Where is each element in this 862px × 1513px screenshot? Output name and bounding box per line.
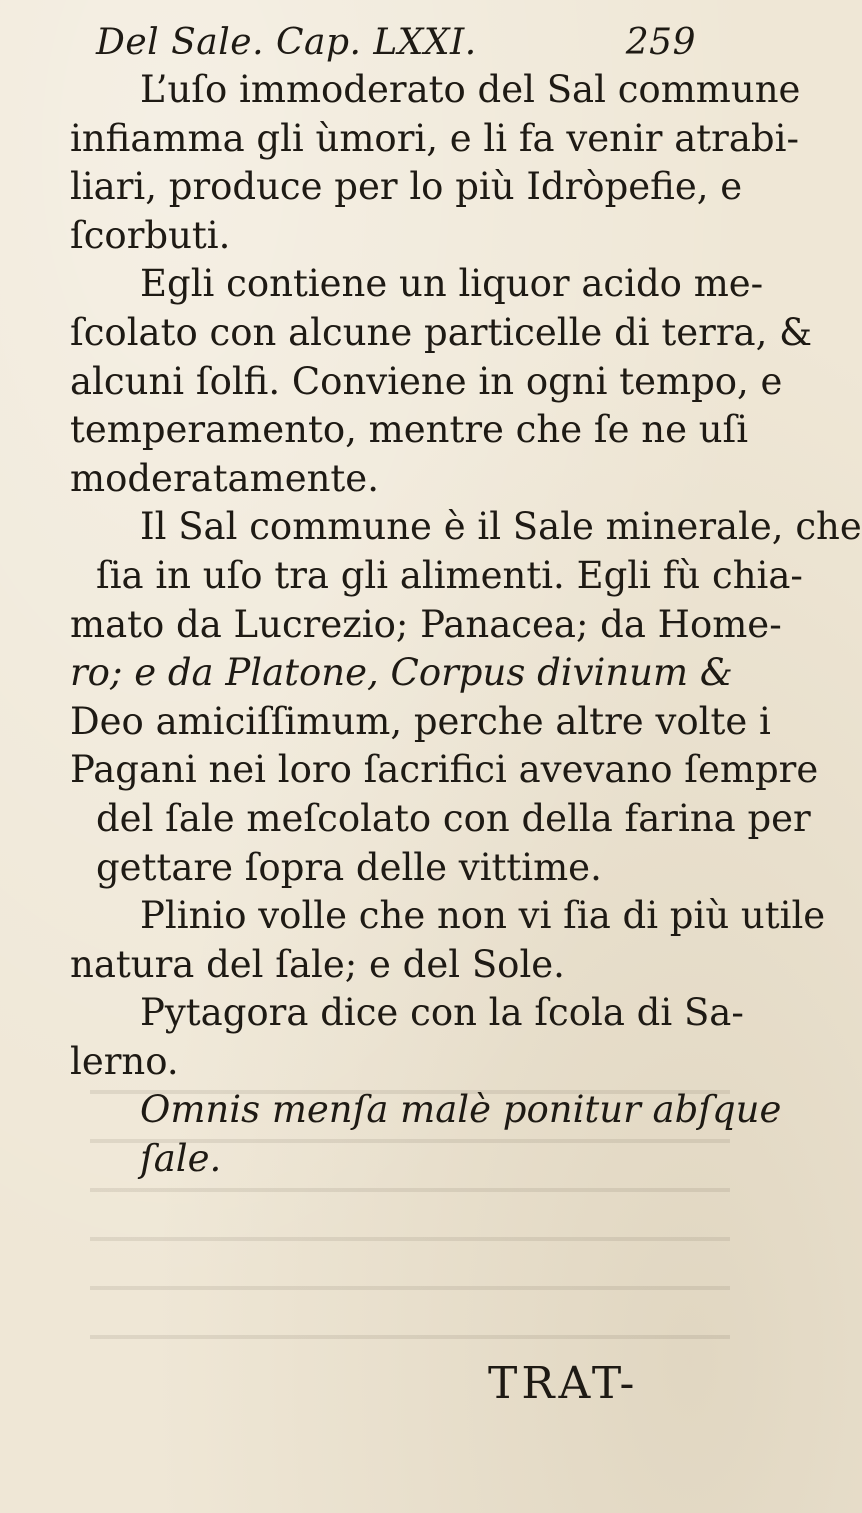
running-title: Del Sale. Cap. LXXI. — [96, 22, 477, 63]
paragraph-4 — [70, 892, 826, 1086]
text-line: moderatamente. — [70, 456, 379, 500]
text-line: Il Sal commune è il Sale minerale, che — [140, 505, 862, 549]
catchword: TRAT- — [488, 1358, 639, 1409]
text-line: infiamma gli ùmori, e li fa venir atrabi- — [70, 116, 799, 160]
text-line: Pagani nei loro ſacrifici avevano ſempre — [70, 748, 819, 792]
paragraph-1 — [70, 66, 801, 260]
text-line: ro; e da Platone, Corpus divinum & — [70, 651, 733, 695]
text-line: alcuni ſolfi. Conviene in ogni tempo, e — [70, 359, 783, 403]
paragraph-2 — [70, 260, 813, 503]
text-line: ſcolato con alcune particelle di terra, & — [70, 310, 813, 354]
text-line: lerno. — [70, 1039, 179, 1083]
page-number: 259 — [625, 22, 696, 63]
text-line: liari, produce per lo più Idròpefie, e — [70, 165, 743, 209]
text-line: ſia in uſo tra gli alimenti. Egli fù chia- — [96, 553, 803, 597]
text-line: Pytagora dice con la ſcola di Sa- — [140, 991, 744, 1035]
body-text — [70, 66, 862, 1184]
page-header — [96, 14, 696, 74]
text-line: Plinio volle che non vi ſia di più utile — [140, 894, 826, 938]
text-line: ſcorbuti. — [70, 213, 231, 257]
text-line: natura del ſale; e del Sole. — [70, 942, 565, 986]
text-line: gettare ſopra delle vittime. — [96, 845, 602, 889]
text-line: temperamento, mentre che ſe ne uſi — [70, 408, 749, 452]
text-line: del ſale meſcolato con della farina per — [96, 796, 811, 840]
text-line: mato da Lucrezio; Panacea; da Home- — [70, 602, 782, 646]
paragraph-3 — [70, 503, 862, 892]
text-line: L’uſo immoderato del Sal commune — [140, 68, 801, 111]
quote-line: ſale. — [140, 1137, 222, 1181]
quote-line: Omnis menſa malè ponitur abſque — [140, 1088, 782, 1132]
show-through-texture — [90, 1060, 730, 1340]
text-line: Egli contiene un liquor acido me- — [140, 262, 764, 306]
text-line: Deo amiciſſimum, perche altre volte i — [70, 699, 771, 743]
